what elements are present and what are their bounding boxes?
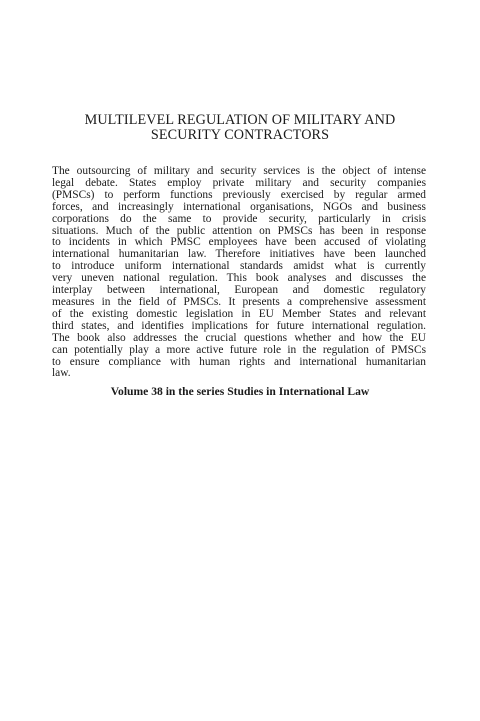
description-line: interplay between international, European and domestic regulatory xyxy=(52,284,426,297)
description-line: (PMSCs) to perform functions previously exercised by regular armed xyxy=(52,188,426,201)
description-line: international humanitarian law. Therefore initiatives have been launched xyxy=(52,248,426,261)
book-description xyxy=(52,166,426,380)
description-line: forces, and increasingly international organisations, NGOs and business xyxy=(52,200,426,213)
description-line: The outsourcing of military and security services is the object of intense xyxy=(52,165,426,177)
book-title xyxy=(52,113,428,143)
description-line: measures in the field of PMSCs. It presents a comprehensive assessment xyxy=(52,295,426,308)
description-line: situations. Much of the public attention on PMSCs has been in response xyxy=(52,224,426,237)
description-line: law. xyxy=(52,367,71,380)
description-line: to incidents in which PMSC employees have been accused of violating xyxy=(52,236,426,249)
series-note: Volume 38 in the series Studies in International Law xyxy=(110,385,370,398)
description-line: can potentially play a more active future role in the regulation of PMSCs xyxy=(52,343,426,356)
description-line: The book also addresses the crucial questions whether and how the EU xyxy=(52,331,426,344)
description-line: of the existing domestic legislation in EU Member States and relevant xyxy=(52,307,426,320)
book-title-line-1: MULTILEVEL REGULATION OF MILITARY AND xyxy=(84,112,396,128)
book-title-line-2: SECURITY CONTRACTORS xyxy=(150,127,330,143)
description-line: very uneven national regulation. This book analyses and discusses the xyxy=(52,272,426,285)
description-line: third states, and identifies implications for future international regulation. xyxy=(52,319,426,332)
description-line: to ensure compliance with human rights and international humanitarian xyxy=(52,355,426,368)
description-line: corporations do the same to provide security, particularly in crisis xyxy=(52,212,426,225)
description-line: to introduce uniform international standards amidst what is currently xyxy=(52,260,426,273)
description-line: legal debate. States employ private military and security companies xyxy=(52,176,426,189)
